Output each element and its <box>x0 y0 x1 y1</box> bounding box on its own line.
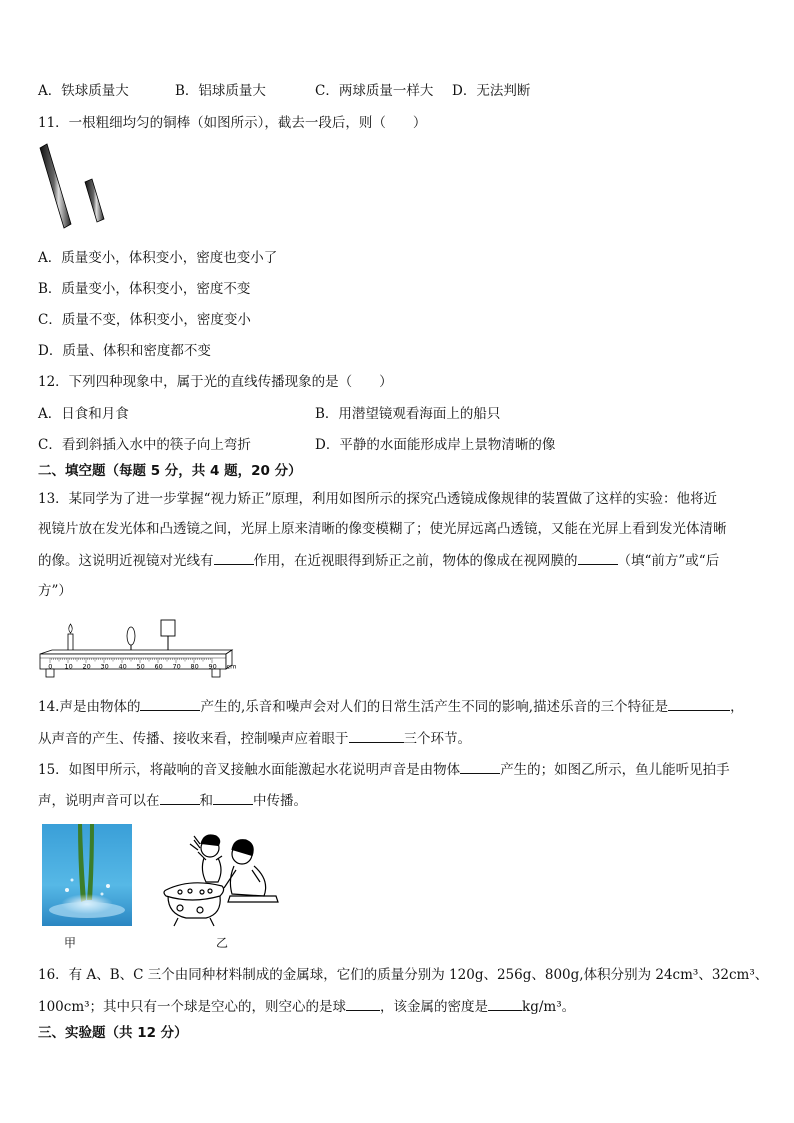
girls-clapping-fish-bowl-illustration <box>160 830 282 928</box>
q14-line1-part2: 产生的,乐音和噪声会对人们的日常生活产生不同的影响,描述乐音的三个特征是 <box>200 699 669 715</box>
q10-option-a: A．铁球质量大 <box>38 83 129 99</box>
q14-line1-part3: ， <box>730 699 744 715</box>
q16-line1: 16．有 A、B、C 三个由同种材料制成的金属球，它们的质量分别为 120g、256g、800g,体积分别为 24cm³、32cm³、 <box>38 967 769 983</box>
ruler-tick-label: 10 <box>64 662 73 671</box>
bowl-rim <box>164 883 224 900</box>
q14-line2 <box>38 729 471 748</box>
convex-lens <box>127 627 135 645</box>
q14-line2-part2: 三个环节。 <box>403 731 471 747</box>
ruler-tick-label: 70 <box>172 662 181 671</box>
q12-option-b: B．用潜望镜观看海面上的船只 <box>315 406 501 422</box>
q16-line2 <box>38 997 575 1016</box>
q16-blank-2[interactable] <box>488 997 522 1011</box>
ruler-tick-label: 0 <box>48 662 53 671</box>
q15-line2-part1: 声，说明声音可以在 <box>38 793 160 809</box>
candle-flame <box>69 624 73 633</box>
q14-blank-3[interactable] <box>349 729 404 743</box>
bowl-body <box>168 896 220 918</box>
q13-line2: 视镜片放在发光体和凸透镜之间，光屏上原来清晰的像变模糊了；使光屏远离凸透镜，又能在光屏上看到发光体清晰 <box>38 521 727 537</box>
q15-line2-part2: 和 <box>199 793 213 809</box>
q12-option-d: D．平静的水面能形成岸上景物清晰的像 <box>315 437 556 453</box>
cut-rod-piece <box>85 179 104 222</box>
q14-blank-2[interactable] <box>668 697 730 711</box>
section2-heading: 二、填空题（每题 5 分，共 4 题，20 分） <box>38 463 302 479</box>
q15-line2 <box>38 791 307 810</box>
ruler-tick-label: 80 <box>190 662 199 671</box>
ruler-tick-label: 90 <box>208 662 217 671</box>
q13-line3 <box>38 551 719 570</box>
q13-line3-part2: 作用，在近视眼得到矫正之前，物体的像成在视网膜的 <box>253 553 578 569</box>
q13-line3-part1: 的像。这说明近视镜对光线有 <box>38 553 214 569</box>
tuning-fork-water-photo <box>42 824 132 926</box>
q15-blank-1[interactable] <box>460 760 500 774</box>
q13-line3-part3: （填“前方”或“后 <box>617 553 720 569</box>
q14-line1-part1: 14.声是由物体的 <box>38 699 141 715</box>
q11-option-c: C．质量不变，体积变小，密度变小 <box>38 312 251 328</box>
copper-rod-figure <box>38 142 118 232</box>
caption-yi: 乙 <box>216 936 229 950</box>
ruler-tick-label: 50 <box>136 662 145 671</box>
optical-bench-figure <box>36 612 236 678</box>
ruler-tick-label: 20 <box>82 662 91 671</box>
q11-option-d: D．质量、体积和密度都不变 <box>38 343 211 359</box>
q16-line2-part3: kg/m³。 <box>522 999 576 1015</box>
q15-blank-2[interactable] <box>160 791 200 805</box>
q15-line1-part2: 产生的；如图乙所示，鱼儿能听见拍手 <box>500 762 730 778</box>
q16-blank-1[interactable] <box>346 997 380 1011</box>
q13-line1: 13．某同学为了进一步掌握“视力矫正”原理，利用如图所示的探究凸透镜成像规律的装置做了这样的实验：他将近 <box>38 491 717 507</box>
q14-line1 <box>38 697 744 716</box>
caption-jia: 甲 <box>64 936 77 950</box>
q16-line2-part2: ，该金属的密度是 <box>380 999 489 1015</box>
light-screen <box>161 620 175 636</box>
q11-stem: 11．一根粗细均匀的铜棒（如图所示），截去一段后，则（ ） <box>38 115 427 131</box>
q14-blank-1[interactable] <box>140 697 200 711</box>
ruler-tick-label: cm <box>226 662 236 671</box>
q13-blank-1[interactable] <box>214 551 254 565</box>
q12-stem: 12．下列四种现象中，属于光的直线传播现象的是（ ） <box>38 374 393 390</box>
q15-line1 <box>38 760 730 779</box>
q11-option-b: B．质量变小，体积变小，密度不变 <box>38 281 251 297</box>
q16-line2-part1: 100cm³；其中只有一个球是空心的，则空心的是球 <box>38 999 347 1015</box>
q10-option-b: B．铝球质量大 <box>175 83 266 99</box>
q15-blank-3[interactable] <box>213 791 253 805</box>
ruler-tick-label: 30 <box>100 662 109 671</box>
clap-lines <box>190 836 200 850</box>
q12-option-c: C．看到斜插入水中的筷子向上弯折 <box>38 437 251 453</box>
q15-line1-part1: 15．如图甲所示，将敲响的音叉接触水面能激起水花说明声音是由物体 <box>38 762 461 778</box>
long-rod <box>40 144 71 228</box>
ruler-tick-label: 40 <box>118 662 127 671</box>
candle <box>68 634 73 652</box>
q10-option-c: C．两球质量一样大 <box>315 83 434 99</box>
q14-line2-part1: 从声音的产生、传播、接收来看，控制噪声应着眼于 <box>38 731 349 747</box>
q12-option-a: A．日食和月食 <box>38 406 129 422</box>
ruler-tick-label: 60 <box>154 662 163 671</box>
q11-option-a: A．质量变小，体积变小，密度也变小了 <box>38 250 278 266</box>
q10-option-d: D．无法判断 <box>452 83 531 99</box>
q15-line2-part3: 中传播。 <box>253 793 307 809</box>
q13-blank-2[interactable] <box>578 551 618 565</box>
q13-line4: 方”） <box>38 583 72 599</box>
section3-heading: 三、实验题（共 12 分） <box>38 1025 188 1041</box>
